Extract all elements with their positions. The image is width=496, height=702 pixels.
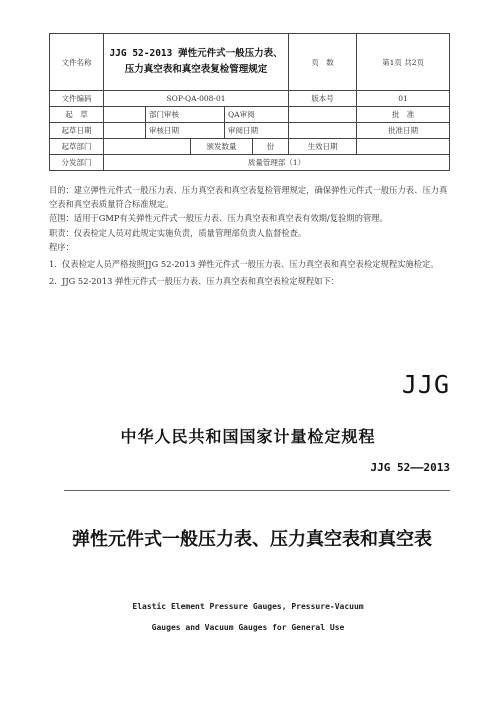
approve-date-label: 批准日期 bbox=[357, 123, 450, 139]
version-label: 版本号 bbox=[289, 91, 357, 107]
regulation-title-cn: 弹性元件式一般压力表、压力真空表和真空表 bbox=[72, 529, 432, 550]
jjg-logo: JJG bbox=[401, 370, 450, 399]
dist-dept-label: 分发部门 bbox=[50, 155, 104, 171]
procedure-step-1 bbox=[49, 257, 451, 271]
procedure-step-2 bbox=[49, 274, 451, 288]
qa-date-cell bbox=[289, 123, 357, 139]
purpose-paragraph: 目的：建立弹性元件式一般压力表、压力真空表和真空表复检管理规定，确保弹性元件式一般压力表、压力真空表和真空表质量符合标准规定。 bbox=[49, 185, 448, 210]
copies-label: 份 bbox=[253, 139, 289, 155]
draft-label: 起 草 bbox=[50, 107, 104, 123]
procedure-body bbox=[49, 183, 451, 288]
draft-dept-label: 起草部门 bbox=[50, 139, 104, 155]
divider-line bbox=[64, 490, 450, 491]
review-date-label: 审核日期 bbox=[146, 123, 225, 139]
pages-value: 第1页 共2页 bbox=[357, 34, 450, 91]
effective-date-cell bbox=[357, 139, 450, 155]
doc-name-label: 文件名称 bbox=[50, 34, 104, 91]
draft-date-cell bbox=[104, 123, 146, 139]
draft-signature-cell bbox=[104, 107, 146, 123]
title-en-line-1: Elastic Element Pressure Gauges, Pressure-Vacuum bbox=[132, 602, 364, 611]
qa-review-label: QA审阅 bbox=[225, 107, 289, 123]
regulation-number: JJG 52——2013 bbox=[370, 461, 450, 474]
step-1-number: 1. bbox=[49, 259, 57, 270]
procedure-label: 程序： bbox=[49, 241, 74, 252]
regulation-title-en bbox=[0, 596, 496, 638]
effective-date-label: 生效日期 bbox=[289, 139, 357, 155]
regulation-authority-title: 中华人民共和国国家计量检定规程 bbox=[120, 427, 376, 446]
issue-qty-label: 颁发数量 bbox=[191, 139, 253, 155]
approve-label: 批 准 bbox=[357, 107, 450, 123]
scope-paragraph: 范围：适用于GMP有关弹性元件式一般压力表、压力真空表和真空表有效期/复验期的管理。 bbox=[49, 213, 388, 224]
qa-date-label: 审阅日期 bbox=[225, 123, 289, 139]
dept-review-label: 部门审核 bbox=[146, 107, 225, 123]
step-1-text: 仪表检定人员严格按照JJG 52-2013 弹性元件式一般压力表、压力真空表和真空表检定规程实施检定。 bbox=[62, 259, 439, 270]
doc-name-value: JJG 52-2013 弹性元件式一般压力表、压力真空表和真空表复检管理规定 bbox=[104, 34, 289, 91]
version-value: 01 bbox=[357, 91, 450, 107]
draft-date-label: 起草日期 bbox=[50, 123, 104, 139]
step-2-text: JJG 52-2013 弹性元件式一般压力表、压力真空表和真空表检定规程如下： bbox=[62, 276, 340, 287]
title-en-line-2: Gauges and Vacuum Gauges for General Use bbox=[151, 623, 345, 632]
pages-label: 页 数 bbox=[289, 34, 357, 91]
doc-code-label: 文件编码 bbox=[50, 91, 104, 107]
document-header-table bbox=[49, 33, 450, 171]
qa-review-signature-cell bbox=[289, 107, 357, 123]
dist-dept-value: 质量管理部（1） bbox=[104, 155, 450, 171]
draft-dept-cell bbox=[104, 139, 191, 155]
duty-paragraph: 职责：仪表检定人员对此规定实施负责，质量管理部负责人监督检查。 bbox=[49, 227, 307, 238]
doc-code-value: SOP-QA-008-01 bbox=[104, 91, 289, 107]
step-2-number: 2. bbox=[49, 276, 57, 287]
